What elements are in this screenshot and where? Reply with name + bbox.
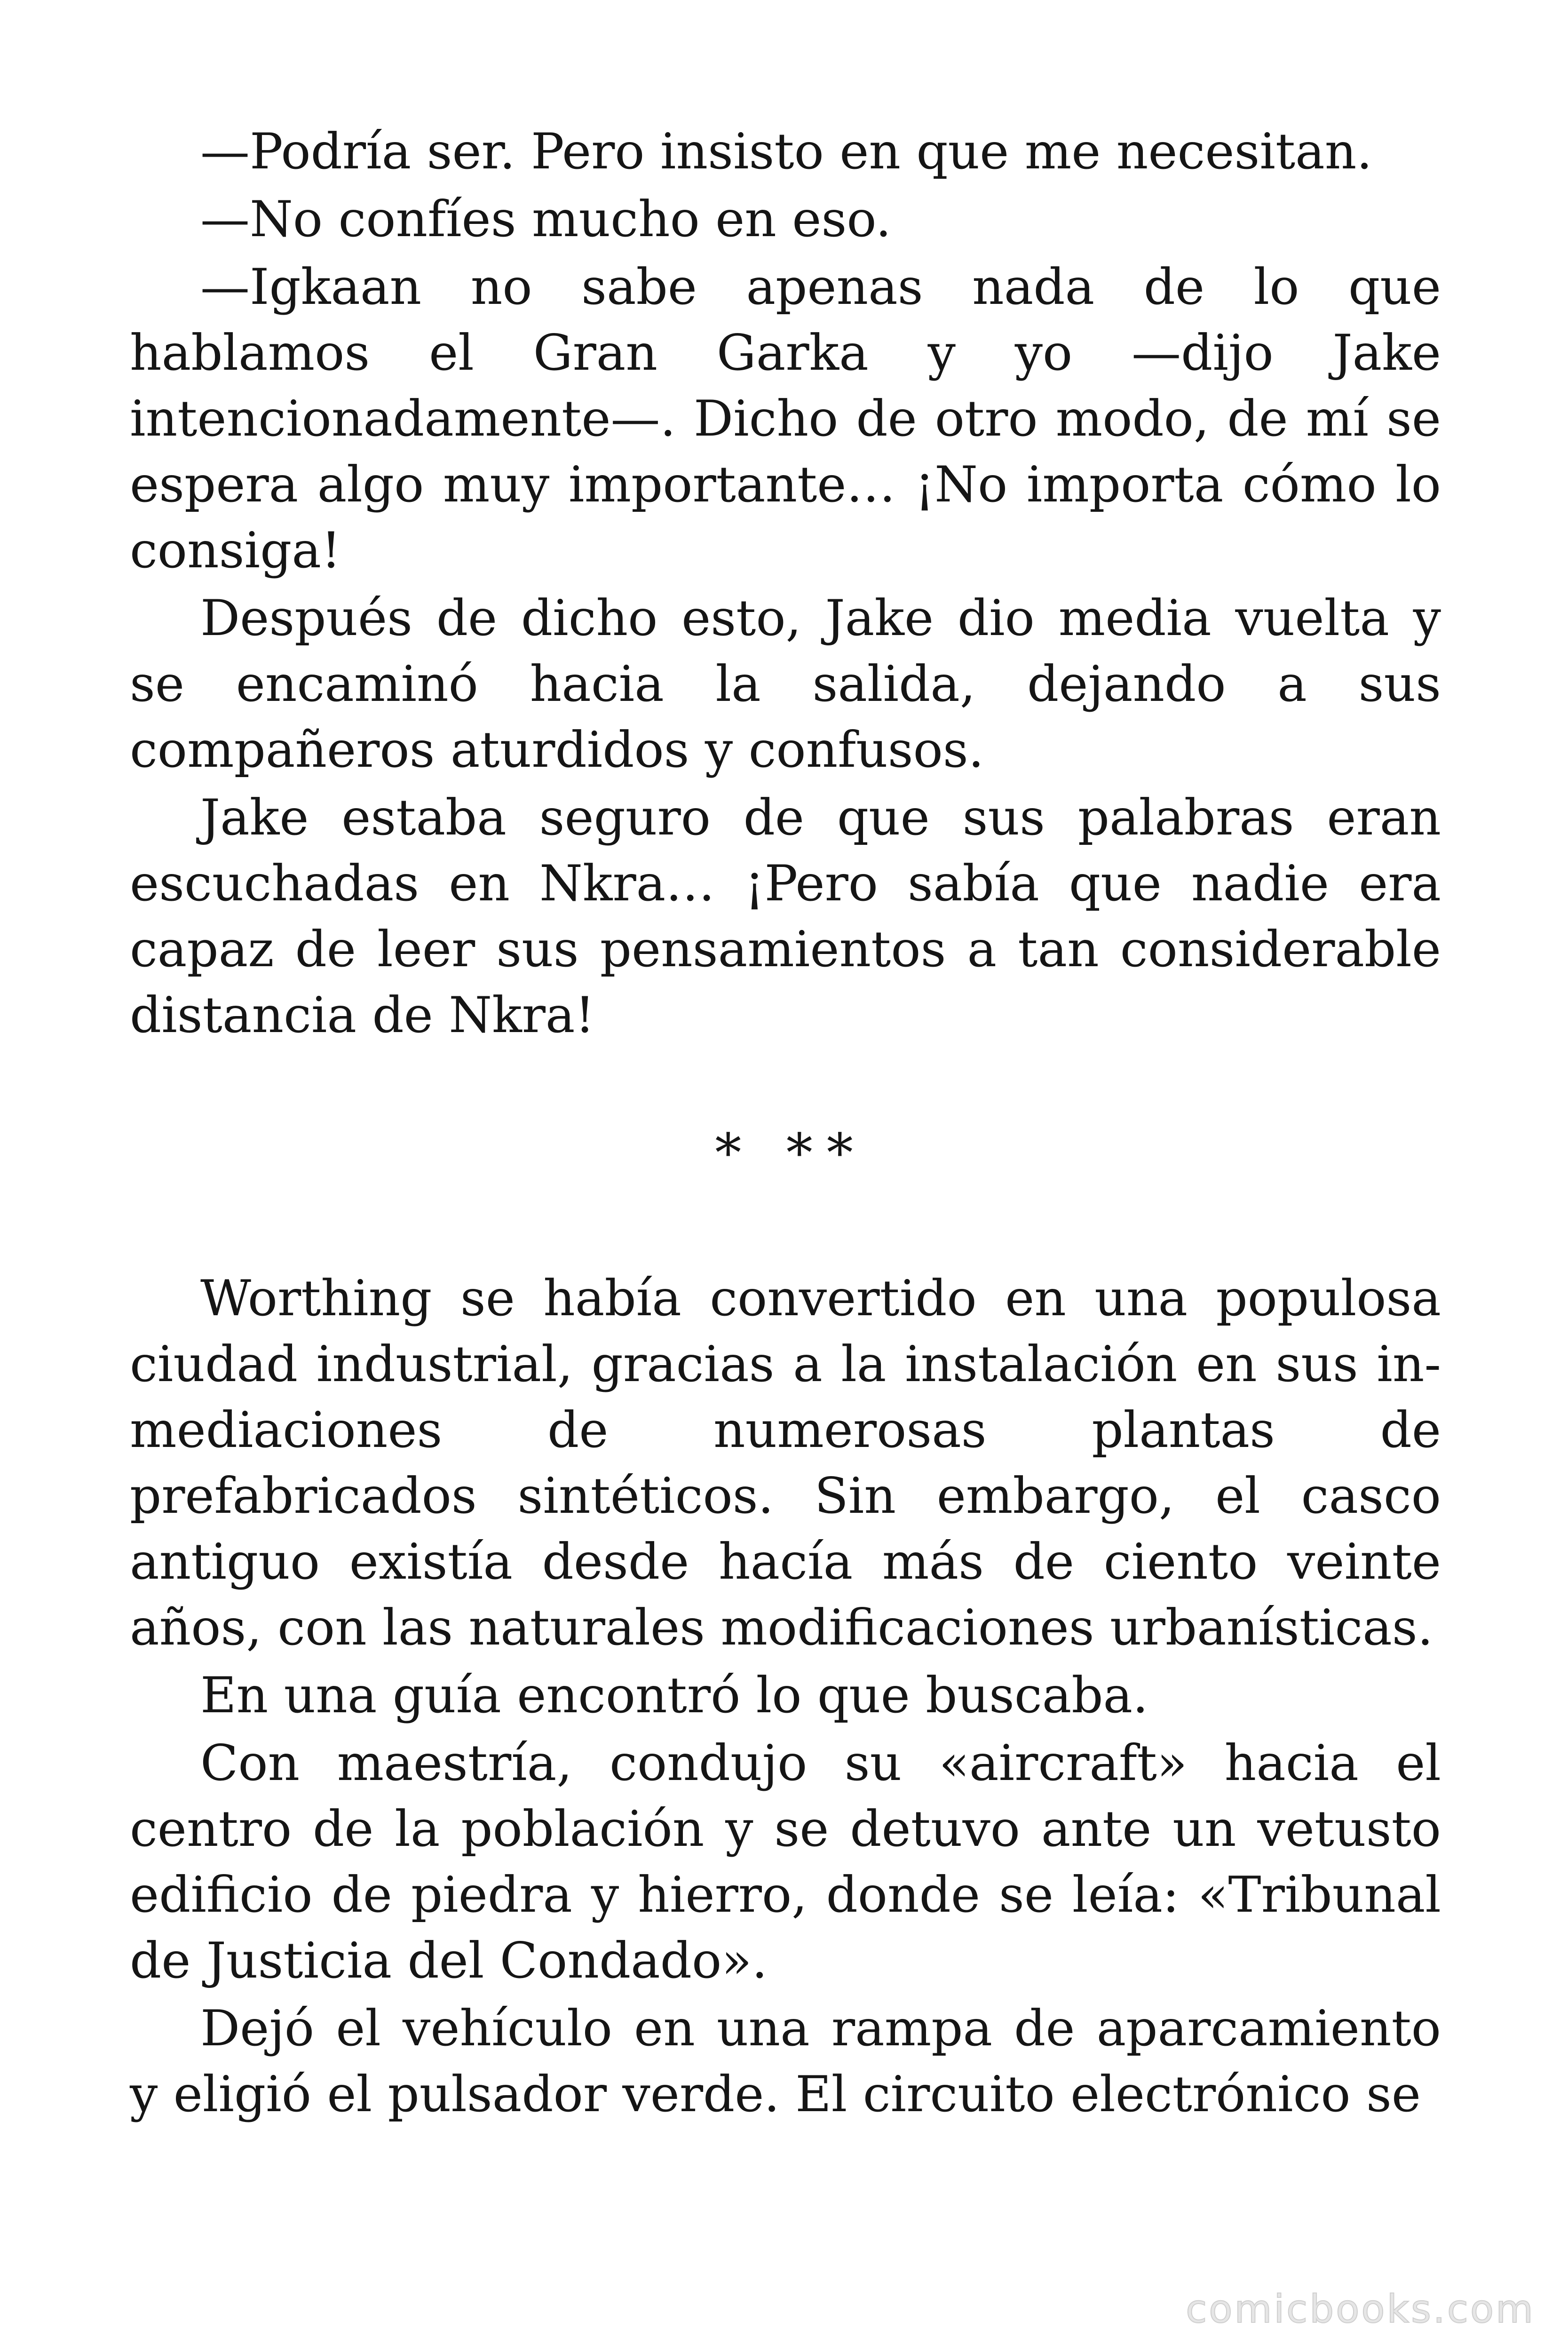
paragraph: Después de dicho esto, Jake dio media vuelta y se encaminó hacia la salida, dejando a sus compañeros aturdidos y confusos. <box>130 589 1441 779</box>
paragraph: —Podría ser. Pero insisto en que me necesitan. <box>200 123 1372 180</box>
section-separator: * ** <box>715 1123 867 1184</box>
paragraph: —Igkaan no sabe apenas nada de lo que hablamos el Gran Garka y yo —dijo Jake intencionadamente—. Dicho de otro modo, de mí se espera algo muy importante… ¡No importa cómo lo consiga! <box>130 258 1441 579</box>
paragraph: —No confíes mucho en eso. <box>200 191 892 248</box>
paragraph: Worthing se había convertido en una populosa ciudad industrial, gracias a la instalación en sus inmediaciones de numerosas plantas de prefabricados sintéticos. Sin embargo, el casco antiguo existía desde hacía más de ciento veinte años, con las naturales modificaciones urbanísticas. <box>130 1270 1441 1656</box>
paragraph: En una guía encontró lo que buscaba. <box>200 1667 1148 1724</box>
text-section-bottom <box>130 1265 1441 2127</box>
paragraph: Con maestría, condujo su «aircraft» hacia el centro de la población y se detuvo ante un vetusto edificio de piedra y hierro, donde se leía: «Tribunal de Justicia del Condado». <box>130 1734 1441 1989</box>
watermark: comicbooks.com <box>1186 2287 1535 2332</box>
text-section-top <box>130 119 1441 1048</box>
paragraph: Dejó el vehículo en una rampa de aparcamiento y eligió el pulsador verde. El circuito electrónico se <box>130 2000 1441 2123</box>
paragraph: Jake estaba seguro de que sus palabras eran escuchadas en Nkra… ¡Pero sabía que nadie era capaz de leer sus pensamientos a tan considerable distancia de Nkra! <box>130 789 1441 1044</box>
